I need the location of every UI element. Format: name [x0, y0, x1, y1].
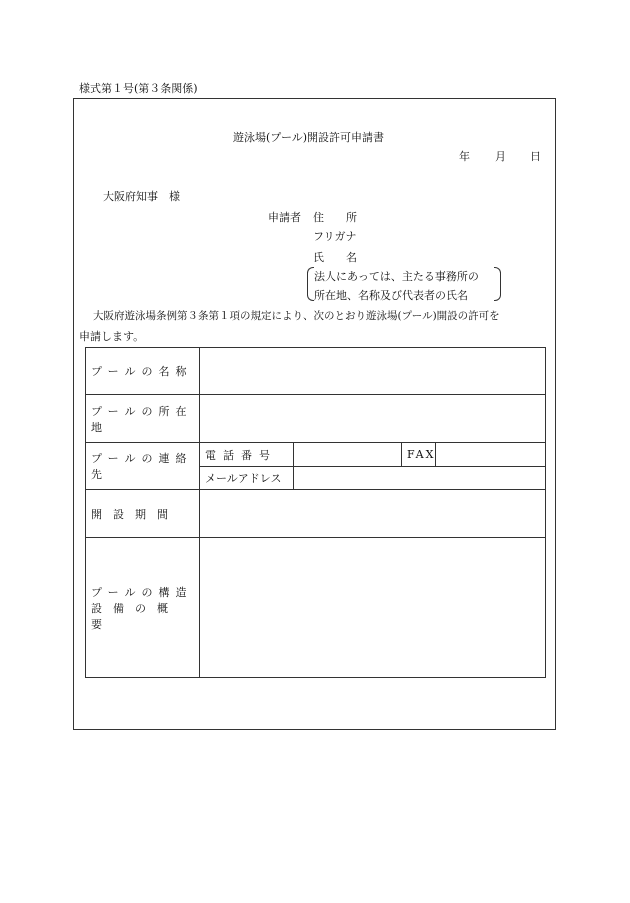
pool-location-label: プールの所在地: [86, 395, 200, 443]
body-text-line2: 申請します。: [79, 330, 145, 343]
structure-label-line2: 設備の概要: [91, 601, 179, 631]
form-title: 遊泳場(プール)開設許可申請書: [233, 131, 385, 144]
table-row: [86, 538, 546, 678]
date-day: 日: [530, 150, 541, 163]
body-text-line1: 大阪府遊泳場条例第３条第１項の規定により、次のとおり遊泳場(プール)開設の許可を: [93, 310, 500, 322]
phone-label: 電話番号: [200, 443, 294, 467]
date-year: 年: [459, 150, 470, 163]
application-table: [85, 347, 546, 678]
bracket-right: [494, 267, 501, 301]
period-label: 開設期間: [86, 490, 200, 538]
structure-label-line1: プールの構造: [91, 585, 193, 599]
period-field[interactable]: [200, 490, 546, 538]
pool-contact-label: プールの連絡先: [86, 443, 200, 490]
structure-label: [86, 538, 200, 678]
table-row: [86, 443, 546, 467]
date-month: 月: [495, 150, 506, 163]
corp-note-line2: 所在地、名称及び代表者の氏名: [314, 289, 468, 302]
pool-name-label: プールの名称: [86, 348, 200, 395]
bracket-left: [307, 267, 314, 301]
table-row: [86, 348, 546, 395]
name-label: 氏 名: [313, 251, 357, 264]
addressee: 大阪府知事 様: [103, 190, 180, 203]
pool-name-field[interactable]: [200, 348, 546, 395]
email-field[interactable]: [294, 467, 546, 490]
address-label: 住 所: [313, 211, 357, 224]
furigana-label: フリガナ: [313, 230, 357, 243]
table-row: [86, 490, 546, 538]
pool-location-field[interactable]: [200, 395, 546, 443]
fax-label: FAX: [402, 443, 436, 467]
fax-field[interactable]: [436, 443, 546, 467]
applicant-label: 申請者: [268, 211, 301, 224]
table-row: [86, 395, 546, 443]
structure-field[interactable]: [200, 538, 546, 678]
corp-note-line1: 法人にあっては、主たる事務所の: [314, 270, 479, 283]
phone-field[interactable]: [294, 443, 402, 467]
email-label: メールアドレス: [200, 467, 294, 490]
form-number: 様式第１号(第３条関係): [79, 82, 198, 95]
